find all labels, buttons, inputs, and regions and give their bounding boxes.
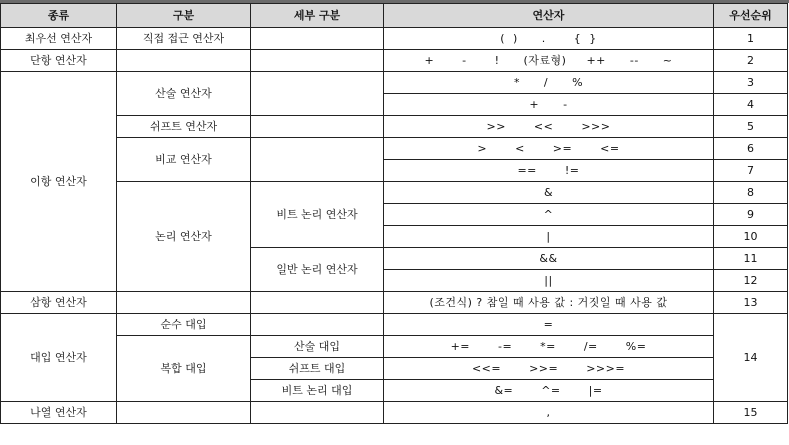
priority-cell: 15 bbox=[714, 402, 788, 424]
table-row bbox=[1, 314, 788, 336]
table-row bbox=[1, 336, 788, 358]
category-cell: 쉬프트 연산자 bbox=[117, 116, 251, 138]
priority-cell: 3 bbox=[714, 72, 788, 94]
subcategory-cell: 비트 논리 대입 bbox=[251, 380, 384, 402]
operator-cell: && bbox=[384, 248, 714, 270]
header-row bbox=[1, 4, 788, 28]
operator-cell: * / % bbox=[384, 72, 714, 94]
priority-cell: 2 bbox=[714, 50, 788, 72]
subcategory-cell bbox=[251, 292, 384, 314]
operator-cell: (조건식) ? 참일 때 사용 값 : 거짓일 때 사용 값 bbox=[384, 292, 714, 314]
priority-cell: 8 bbox=[714, 182, 788, 204]
category-cell bbox=[117, 402, 251, 424]
kind-cell: 나열 연산자 bbox=[1, 402, 117, 424]
priority-cell: 12 bbox=[714, 270, 788, 292]
operator-cell: <<= >>= >>>= bbox=[384, 358, 714, 380]
category-cell: 산술 연산자 bbox=[117, 72, 251, 116]
operator-cell: | bbox=[384, 226, 714, 248]
operator-cell: + - ! (자료형) ++ -- ~ bbox=[384, 50, 714, 72]
category-cell: 복합 대입 bbox=[117, 336, 251, 402]
table-row bbox=[1, 28, 788, 50]
priority-cell: 4 bbox=[714, 94, 788, 116]
kind-cell: 대입 연산자 bbox=[1, 314, 117, 402]
category-cell: 직접 접근 연산자 bbox=[117, 28, 251, 50]
header-category: 구분 bbox=[117, 4, 251, 28]
subcategory-cell bbox=[251, 50, 384, 72]
category-cell bbox=[117, 50, 251, 72]
table-row bbox=[1, 72, 788, 94]
priority-cell: 6 bbox=[714, 138, 788, 160]
priority-cell: 7 bbox=[714, 160, 788, 182]
subcategory-cell: 일반 논리 연산자 bbox=[251, 248, 384, 292]
priority-cell: 9 bbox=[714, 204, 788, 226]
subcategory-cell bbox=[251, 116, 384, 138]
operator-cell: += -= *= /= %= bbox=[384, 336, 714, 358]
priority-cell: 1 bbox=[714, 28, 788, 50]
category-cell bbox=[117, 292, 251, 314]
operator-precedence-table bbox=[0, 3, 788, 424]
operator-cell: == != bbox=[384, 160, 714, 182]
header-priority: 우선순위 bbox=[714, 4, 788, 28]
table-row bbox=[1, 138, 788, 160]
table-row bbox=[1, 292, 788, 314]
header-operator: 연산자 bbox=[384, 4, 714, 28]
header-subcategory: 세부 구분 bbox=[251, 4, 384, 28]
operator-cell: > < >= <= bbox=[384, 138, 714, 160]
operator-cell: , bbox=[384, 402, 714, 424]
subcategory-cell bbox=[251, 28, 384, 50]
table-row bbox=[1, 182, 788, 204]
priority-cell: 14 bbox=[714, 314, 788, 402]
priority-cell: 13 bbox=[714, 292, 788, 314]
table-row bbox=[1, 50, 788, 72]
subcategory-cell: 산술 대입 bbox=[251, 336, 384, 358]
priority-cell: 10 bbox=[714, 226, 788, 248]
operator-cell: &= ^= |= bbox=[384, 380, 714, 402]
operator-cell: ^ bbox=[384, 204, 714, 226]
table-row bbox=[1, 402, 788, 424]
header-kind: 종류 bbox=[1, 4, 117, 28]
operator-cell: ( ) . { } bbox=[384, 28, 714, 50]
subcategory-cell bbox=[251, 402, 384, 424]
category-cell: 논리 연산자 bbox=[117, 182, 251, 292]
subcategory-cell: 비트 논리 연산자 bbox=[251, 182, 384, 248]
priority-cell: 11 bbox=[714, 248, 788, 270]
category-cell: 비교 연산자 bbox=[117, 138, 251, 182]
subcategory-cell: 쉬프트 대입 bbox=[251, 358, 384, 380]
kind-cell: 단항 연산자 bbox=[1, 50, 117, 72]
operator-cell: || bbox=[384, 270, 714, 292]
subcategory-cell bbox=[251, 314, 384, 336]
operator-cell: & bbox=[384, 182, 714, 204]
operator-cell: >> << >>> bbox=[384, 116, 714, 138]
subcategory-cell bbox=[251, 138, 384, 182]
kind-cell: 이항 연산자 bbox=[1, 72, 117, 292]
kind-cell: 최우선 연산자 bbox=[1, 28, 117, 50]
subcategory-cell bbox=[251, 72, 384, 116]
priority-cell: 5 bbox=[714, 116, 788, 138]
table-row bbox=[1, 116, 788, 138]
category-cell: 순수 대입 bbox=[117, 314, 251, 336]
operator-cell: = bbox=[384, 314, 714, 336]
kind-cell: 삼항 연산자 bbox=[1, 292, 117, 314]
operator-cell: + - bbox=[384, 94, 714, 116]
